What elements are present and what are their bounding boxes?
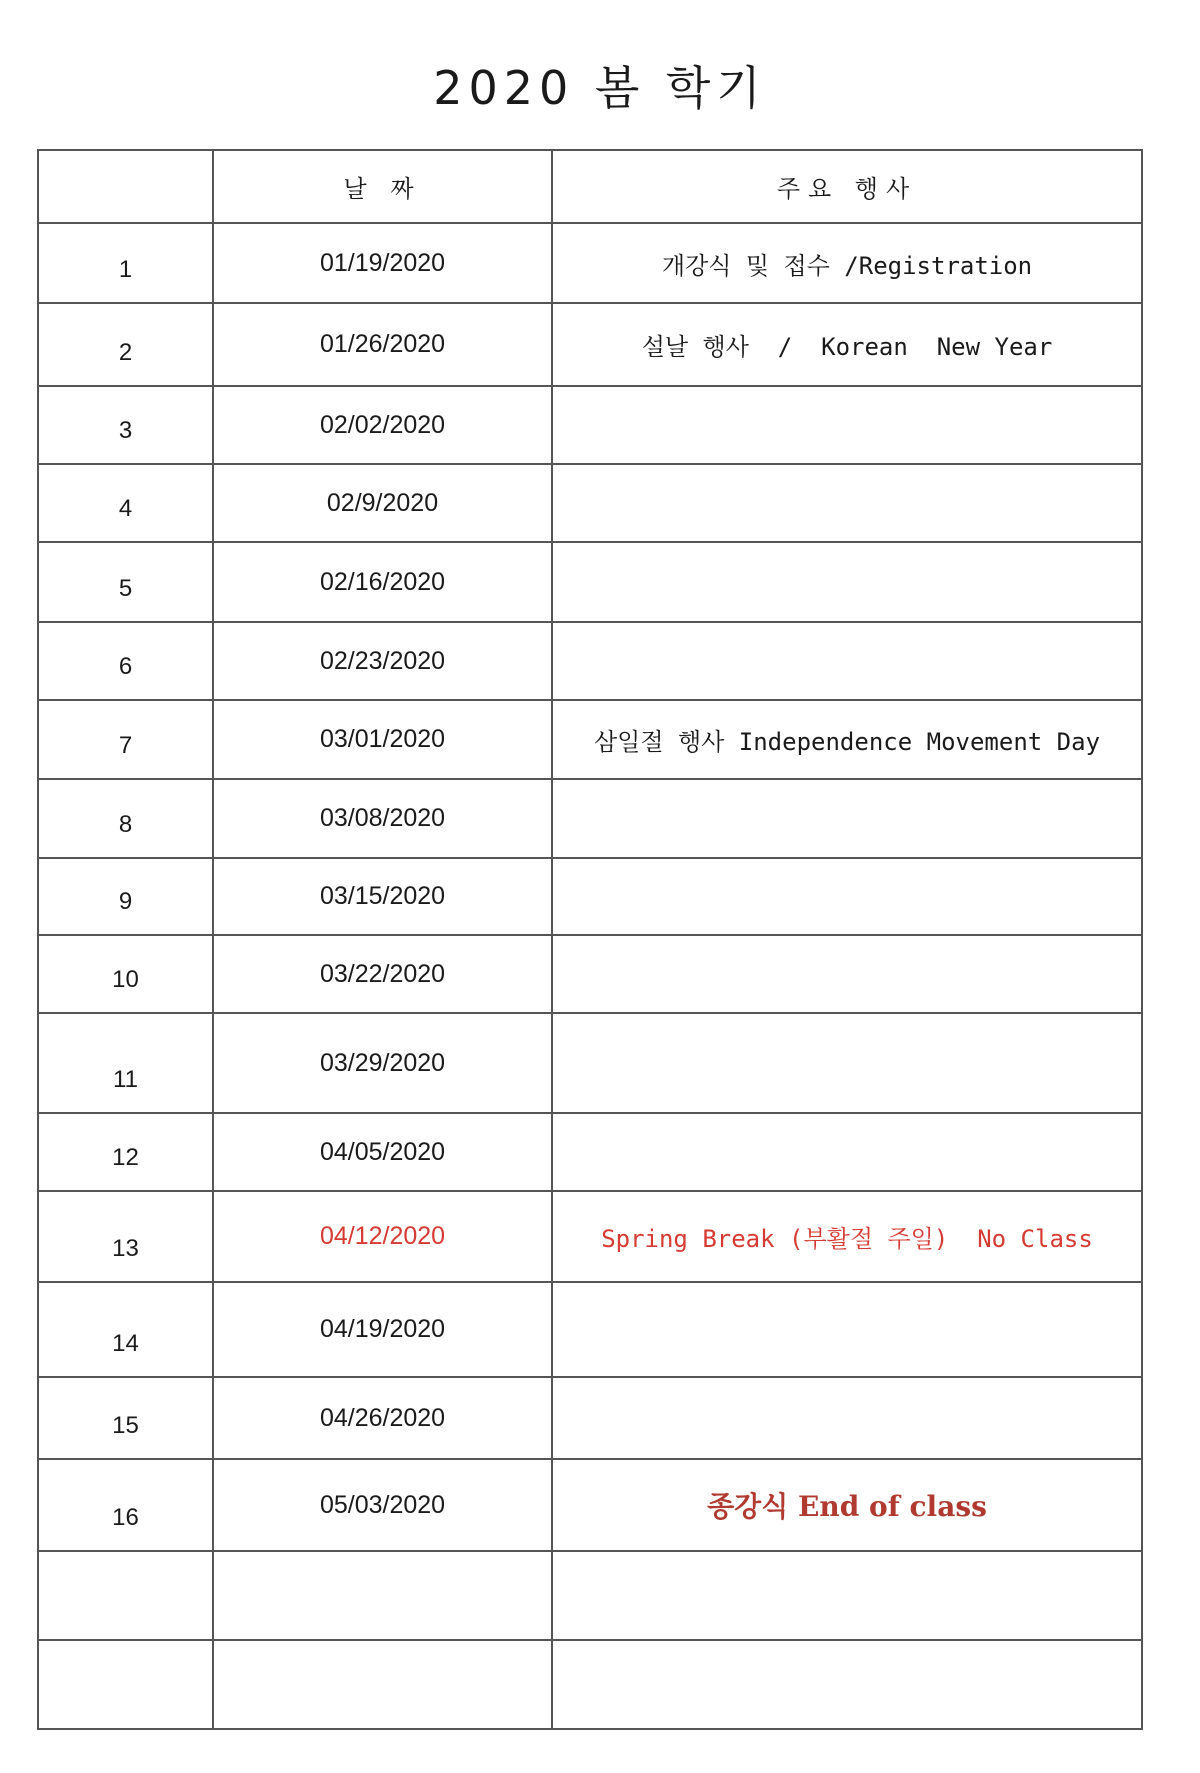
row-date: 01/19/2020 bbox=[213, 223, 552, 303]
schedule-table bbox=[37, 149, 1143, 1730]
row-number: 4 bbox=[38, 464, 213, 542]
header-event-cell: 주요 행사 bbox=[552, 150, 1142, 223]
row-date: 01/26/2020 bbox=[213, 303, 552, 386]
table-row bbox=[38, 700, 1142, 779]
row-event bbox=[552, 935, 1142, 1013]
page-title: 2020 봄 학기 bbox=[433, 61, 767, 115]
row-number: 12 bbox=[38, 1113, 213, 1191]
row-number: 3 bbox=[38, 386, 213, 464]
table-row bbox=[38, 1377, 1142, 1459]
row-number: 16 bbox=[38, 1459, 213, 1551]
table-row bbox=[38, 223, 1142, 303]
row-number: 1 bbox=[38, 223, 213, 303]
row-event bbox=[552, 1640, 1142, 1729]
row-number: 2 bbox=[38, 303, 213, 386]
row-number: 7 bbox=[38, 700, 213, 779]
row-date: 04/19/2020 bbox=[213, 1282, 552, 1377]
row-event bbox=[552, 779, 1142, 858]
row-date: 05/03/2020 bbox=[213, 1459, 552, 1551]
row-number bbox=[38, 1551, 213, 1640]
row-event bbox=[552, 1013, 1142, 1113]
row-date: 03/08/2020 bbox=[213, 779, 552, 858]
row-number: 11 bbox=[38, 1013, 213, 1113]
row-number: 15 bbox=[38, 1377, 213, 1459]
table-row bbox=[38, 1459, 1142, 1551]
table-row bbox=[38, 1113, 1142, 1191]
row-event bbox=[552, 622, 1142, 700]
row-event bbox=[552, 1113, 1142, 1191]
row-date: 03/01/2020 bbox=[213, 700, 552, 779]
row-event-final: 종강식 End of class bbox=[552, 1459, 1142, 1551]
row-date: 02/9/2020 bbox=[213, 464, 552, 542]
table-row bbox=[38, 303, 1142, 386]
row-date: 04/26/2020 bbox=[213, 1377, 552, 1459]
row-event bbox=[552, 858, 1142, 935]
table-row bbox=[38, 1013, 1142, 1113]
row-number: 5 bbox=[38, 542, 213, 622]
row-number: 13 bbox=[38, 1191, 213, 1282]
row-event: 삼일절 행사 Independence Movement Day bbox=[552, 700, 1142, 779]
table-row bbox=[38, 464, 1142, 542]
row-number: 6 bbox=[38, 622, 213, 700]
row-date: 02/23/2020 bbox=[213, 622, 552, 700]
row-event bbox=[552, 1282, 1142, 1377]
table-row bbox=[38, 542, 1142, 622]
row-number: 8 bbox=[38, 779, 213, 858]
table-row-empty bbox=[38, 1551, 1142, 1640]
table-row bbox=[38, 1191, 1142, 1282]
row-date: 03/22/2020 bbox=[213, 935, 552, 1013]
table-row bbox=[38, 386, 1142, 464]
row-event bbox=[552, 542, 1142, 622]
row-event bbox=[552, 386, 1142, 464]
table-header-row bbox=[38, 150, 1142, 223]
row-date: 04/05/2020 bbox=[213, 1113, 552, 1191]
row-event bbox=[552, 464, 1142, 542]
row-number: 14 bbox=[38, 1282, 213, 1377]
row-event: 설날 행사 / Korean New Year bbox=[552, 303, 1142, 386]
header-number-cell bbox=[38, 150, 213, 223]
row-number bbox=[38, 1640, 213, 1729]
row-date: 02/02/2020 bbox=[213, 386, 552, 464]
table-row-empty bbox=[38, 1640, 1142, 1729]
table-row bbox=[38, 1282, 1142, 1377]
row-event-highlighted: Spring Break (부활절 주일) No Class bbox=[552, 1191, 1142, 1282]
table-row bbox=[38, 622, 1142, 700]
row-date bbox=[213, 1640, 552, 1729]
row-date: 03/15/2020 bbox=[213, 858, 552, 935]
row-number: 10 bbox=[38, 935, 213, 1013]
row-event bbox=[552, 1377, 1142, 1459]
row-date bbox=[213, 1551, 552, 1640]
row-date-highlighted: 04/12/2020 bbox=[213, 1191, 552, 1282]
row-date: 03/29/2020 bbox=[213, 1013, 552, 1113]
row-event bbox=[552, 1551, 1142, 1640]
row-date: 02/16/2020 bbox=[213, 542, 552, 622]
row-number: 9 bbox=[38, 858, 213, 935]
header-date-cell: 날 짜 bbox=[213, 150, 552, 223]
table-row bbox=[38, 858, 1142, 935]
row-event: 개강식 및 접수 /Registration bbox=[552, 223, 1142, 303]
table-row bbox=[38, 935, 1142, 1013]
table-row bbox=[38, 779, 1142, 858]
